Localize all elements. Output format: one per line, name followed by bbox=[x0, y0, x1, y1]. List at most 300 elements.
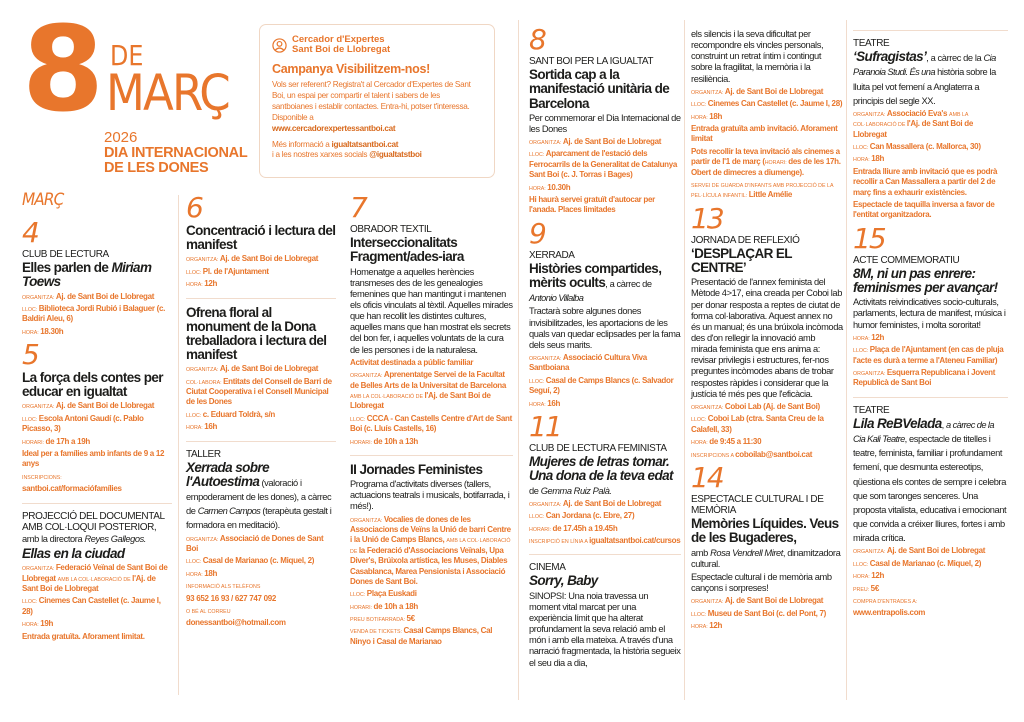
column-2 bbox=[186, 190, 336, 629]
info-value: 5€ bbox=[406, 614, 415, 624]
event-info-line bbox=[691, 99, 843, 109]
event-title-note: , a càrrec de bbox=[605, 279, 652, 290]
info-label: ORGANITZA: bbox=[186, 257, 220, 264]
event-title-text: ‘DESPLAÇAR EL CENTRE’ bbox=[691, 245, 792, 276]
info-value: de 10h a 13h bbox=[373, 436, 418, 446]
info-label: LLOC: bbox=[691, 417, 708, 424]
event-item bbox=[22, 338, 172, 494]
column-divider bbox=[518, 20, 519, 700]
event-info-line bbox=[186, 581, 336, 591]
info-value: 18h bbox=[871, 154, 885, 164]
info-value: Entitats del Consell de Barri de Ciutat Cooperativa i el Consell Municipal de les Dones bbox=[186, 376, 332, 407]
event-info-line bbox=[691, 112, 843, 122]
event-item bbox=[186, 449, 336, 629]
event-description bbox=[529, 591, 681, 669]
event-category: CLUB DE LECTURA FEMINISTA bbox=[529, 443, 667, 455]
info-label: COMPRA D'ENTRADES A: bbox=[853, 599, 918, 606]
event-info-line bbox=[350, 626, 513, 647]
info-label: AMB LA COL·LABORACIÓ DE bbox=[350, 393, 425, 400]
event-info-line bbox=[22, 437, 172, 447]
info-label: ORGANITZA: bbox=[853, 111, 887, 118]
description-text: Programa d'activitats diverses (tallers, actuacions teatrals i musicals, botifarrada, i més!). bbox=[350, 479, 510, 512]
event-info-line bbox=[186, 267, 336, 277]
info-value: de 17.45h a 19.45h bbox=[552, 523, 618, 533]
event-info-line bbox=[691, 414, 843, 435]
info-label: HORA: bbox=[853, 574, 872, 581]
event-info-line bbox=[853, 167, 1008, 198]
event-info-line bbox=[691, 437, 843, 447]
event-info-line bbox=[22, 292, 172, 302]
event-info-line bbox=[350, 437, 513, 447]
section-divider bbox=[350, 455, 513, 456]
info-value: de 9:45 a 11:30 bbox=[709, 437, 762, 447]
info-value: 16h bbox=[204, 422, 218, 432]
info-label: SERVEI DE GUARDA D'INFANTS AMB PROJECCIÓ DE LA PEL·LÍCULA INFANTIL: bbox=[691, 182, 834, 200]
event-info-line bbox=[350, 602, 513, 612]
event-item bbox=[350, 191, 513, 447]
event-title bbox=[22, 261, 172, 289]
info-label: HORARI: bbox=[764, 160, 789, 167]
info-label: ORGANITZA: bbox=[350, 517, 384, 524]
event-description bbox=[853, 297, 1008, 330]
event-info-line bbox=[22, 401, 172, 411]
subtitle-line: DIA INTERNACIONAL bbox=[104, 145, 248, 161]
info-value: 12h bbox=[871, 571, 885, 581]
info-label: ORGANITZA: bbox=[350, 373, 384, 380]
event-description bbox=[22, 534, 172, 545]
event-item bbox=[529, 216, 681, 409]
info-link[interactable]: www.entrapolis.com bbox=[853, 608, 926, 618]
info-label: HORA: bbox=[529, 401, 548, 408]
info-label: ORGANITZA: bbox=[22, 294, 56, 301]
column-6 bbox=[853, 22, 1008, 619]
event-info-line bbox=[853, 333, 1008, 343]
info-label: HORARI: bbox=[529, 526, 553, 533]
info-label: ORGANITZA: bbox=[22, 404, 56, 411]
event-title-text: La força dels contes per educar en igualtat bbox=[22, 370, 163, 400]
event-title-text: Sortida cap a la manifestació unitària de Barcelona bbox=[529, 67, 670, 111]
info-value: Aj. de Sant Boi de Llobregat bbox=[886, 546, 986, 556]
subtitle-line: DE LES DONES bbox=[104, 160, 209, 177]
promo-box bbox=[259, 24, 495, 178]
info-label: LLOC: bbox=[350, 416, 367, 423]
description-text: SINOPSI: Una noia travessa un moment vital marcat per una experiència límit que ha alterat profundament la seva relació amb el món i amb ella mateixa. A través d'una narració fragmentada, la història segueix el seu dia a dia, bbox=[529, 590, 681, 668]
event-title-text: ‘Sufragistas’ bbox=[853, 49, 927, 65]
info-label: ORGANITZA: bbox=[529, 140, 563, 147]
event-info-line bbox=[186, 377, 336, 408]
social-handle-link[interactable]: @igualtatstboi bbox=[369, 150, 422, 160]
info-value: 93 652 16 93 / 627 747 092 bbox=[186, 593, 277, 603]
event-description bbox=[529, 486, 681, 497]
event-info-line bbox=[529, 149, 681, 180]
info-value: l'Aj. de Sant Boi de Llobregat bbox=[853, 119, 974, 139]
event-info-line bbox=[22, 327, 172, 337]
event-title-note: història sobre la lluita pel vot femení a Anglaterra a principis del segle XX. bbox=[853, 67, 996, 106]
event-title bbox=[853, 50, 1008, 107]
info-value: Little Amélie bbox=[748, 190, 793, 200]
promo-org: Cercador d'Expertes bbox=[292, 34, 385, 45]
event-description bbox=[529, 113, 681, 135]
info-label: COL·LABORA: bbox=[186, 379, 224, 386]
info-label: INSCRIPCIONS A bbox=[691, 452, 736, 459]
info-value: 18h bbox=[709, 111, 723, 121]
info-value: 10.30h bbox=[547, 182, 571, 192]
event-info-line bbox=[691, 124, 843, 145]
event-info-line bbox=[22, 619, 172, 629]
event-info-line bbox=[22, 304, 172, 325]
event-category: OBRADOR TEXTIL bbox=[350, 224, 432, 235]
event-description bbox=[350, 267, 513, 356]
info-value: Escola Antoni Gaudí (c. Pablo Picasso, 3) bbox=[22, 413, 144, 434]
info-label: HORA: bbox=[186, 282, 205, 289]
info-value: Associació Eva's bbox=[886, 108, 950, 118]
event-title-text: Memòries Líquides. Veus de les Bugaderes, bbox=[691, 516, 839, 546]
info-label: LLOC: bbox=[853, 348, 870, 355]
event-day: 13 bbox=[691, 201, 723, 235]
event-description bbox=[350, 479, 513, 512]
info-value: Espectacle de taquilla inversa a favor de l'entitat organitzadora. bbox=[853, 200, 995, 220]
event-title bbox=[853, 267, 1008, 295]
event-title-text: Sorry, Baby bbox=[529, 573, 598, 589]
info-label: HORARI: bbox=[350, 604, 374, 611]
event-description bbox=[529, 306, 681, 351]
info-value: Entrada gratuïta. Aforament limitat. bbox=[22, 631, 145, 641]
event-day: 15 bbox=[853, 221, 885, 255]
info-label: HORA: bbox=[691, 440, 710, 447]
info-value: Aj. de Sant Boi de Llobregat bbox=[724, 86, 824, 96]
info-value: 19h bbox=[40, 619, 54, 629]
event-day: 14 bbox=[691, 460, 723, 494]
info-value: des de les 17h. Obert de dimecres a diumenge). bbox=[691, 157, 841, 177]
info-value: CCCA - Can Castells Centre d'Art de Sant Boi (c. Lluís Castells, 16) bbox=[350, 413, 512, 434]
info-label: LLOC: bbox=[529, 152, 546, 159]
event-info-line bbox=[186, 556, 336, 566]
info-value: 12h bbox=[204, 279, 218, 289]
event-category: TEATRE bbox=[853, 38, 890, 49]
info-label: HORARI: bbox=[22, 439, 46, 446]
info-label: HORA: bbox=[853, 157, 872, 164]
event-info-line bbox=[186, 606, 336, 616]
event-category: TALLER bbox=[186, 448, 221, 460]
event-item bbox=[853, 38, 1008, 221]
promo-heading: Campanya Visibilitzem-nos! bbox=[272, 61, 430, 76]
info-label: LLOC: bbox=[529, 378, 546, 385]
info-label: LLOC: bbox=[350, 592, 367, 599]
event-description bbox=[691, 572, 843, 594]
info-label: ORGANITZA: bbox=[853, 549, 887, 556]
event-title-note: (terapèuta gestalt i formadora en meditació). bbox=[186, 506, 332, 531]
event-info-line bbox=[186, 279, 336, 289]
event-title-note: (valoració i empoderament de les dones), a càrrec de bbox=[186, 477, 332, 517]
social-text: i a les nostres xarxes socials bbox=[272, 150, 370, 160]
event-info-line bbox=[350, 515, 513, 588]
promo-org-city: Sant Boi de Llobregat bbox=[292, 44, 391, 56]
logo-year: 2026 bbox=[104, 129, 138, 146]
more-info-link[interactable]: igualtatsantboi.cat bbox=[331, 139, 399, 149]
event-item bbox=[529, 23, 681, 216]
info-value: 12h bbox=[709, 621, 723, 631]
event-title-text: Històries compartides, mèrits ocults bbox=[529, 260, 662, 291]
event-title bbox=[186, 224, 336, 252]
info-link[interactable]: donessantboi@hotmail.com bbox=[186, 618, 286, 628]
info-value: Associació de Dones de Sant Boi bbox=[186, 533, 324, 553]
event-day: 9 bbox=[529, 216, 545, 250]
event-description bbox=[691, 29, 843, 85]
event-info-line bbox=[22, 632, 172, 642]
info-value: 18.30h bbox=[40, 326, 64, 336]
event-description bbox=[691, 277, 843, 400]
info-label: HORA: bbox=[853, 335, 872, 342]
event-info-line bbox=[853, 345, 1008, 366]
event-info-line bbox=[691, 450, 843, 460]
info-value: Can Massallera (c. Mallorca, 30) bbox=[869, 142, 981, 152]
event-info-line bbox=[22, 449, 172, 470]
info-value: Entrada gratuïta amb invitació. Aforament limitat bbox=[691, 123, 838, 144]
info-link[interactable]: coboilab@santboi.cat bbox=[735, 449, 813, 459]
event-title bbox=[350, 236, 513, 264]
info-label: ORGANITZA: bbox=[186, 367, 220, 374]
info-value: 12h bbox=[871, 332, 885, 342]
event-info-line bbox=[691, 402, 843, 412]
event-title bbox=[186, 306, 336, 363]
event-category: CLUB DE LECTURA bbox=[22, 249, 109, 260]
event-title-note: , bbox=[941, 419, 947, 430]
promo-url[interactable]: www.cercadorexpertessantboi.cat bbox=[272, 123, 396, 133]
event-title-text: II Jornades Feministes bbox=[350, 461, 483, 477]
event-info-line bbox=[853, 154, 1008, 164]
event-info-line bbox=[691, 621, 843, 631]
info-value: Casal de Marianao (c. Miquel, 2) bbox=[869, 558, 982, 568]
info-value: c. Eduard Toldrà, s/n bbox=[202, 409, 276, 419]
info-value: Pots recollir la teva invitació als cinemes a partir de l'1 de març ( bbox=[691, 146, 840, 167]
event-info-line bbox=[529, 511, 681, 521]
info-value: Plaça de l'Ajuntament (en cas de pluja l'acte es durà a terme a l'Ateneu Familiar) bbox=[853, 345, 1004, 365]
event-title bbox=[853, 417, 1008, 545]
event-day: 4 bbox=[22, 216, 38, 249]
event-title-text: Lila ReBVelada bbox=[853, 415, 942, 431]
info-label: PREU BOTIFARRADA: bbox=[350, 617, 407, 624]
info-value: Esquerra Republicana i Jovent Republicà de Sant Boi bbox=[853, 367, 996, 388]
event-day: 11 bbox=[529, 410, 561, 444]
event-item bbox=[186, 191, 336, 290]
description-text: Espectacle cultural i de memòria amb cançons i sorpreses! bbox=[691, 571, 832, 594]
event-category: ESPECTACLE CULTURAL I DE MEMÒRIA bbox=[691, 493, 824, 517]
event-day: 6 bbox=[186, 191, 202, 224]
description-text: Gemma Ruiz Palà. bbox=[540, 485, 612, 496]
event-info-line bbox=[529, 195, 681, 216]
event-info-line bbox=[529, 536, 681, 546]
info-label: AMB LA COL·LABORACIÓ DE bbox=[57, 576, 133, 583]
user-circle-icon bbox=[272, 38, 287, 53]
event-info-line bbox=[691, 596, 843, 606]
event-item bbox=[691, 460, 843, 632]
column-5 bbox=[691, 28, 843, 631]
event-info-line bbox=[22, 484, 172, 494]
event-info-line bbox=[186, 618, 336, 628]
more-info-text: Més informació a bbox=[272, 139, 332, 149]
info-value: Coboi Lab (Aj. de Sant Boi) bbox=[724, 401, 820, 411]
info-label: LLOC: bbox=[853, 145, 870, 152]
event-info-line bbox=[22, 472, 172, 482]
section-divider bbox=[186, 441, 336, 442]
info-label: LLOC: bbox=[691, 102, 708, 109]
event-title-note: a càrrec de la Cia Kali Teatre bbox=[853, 419, 994, 445]
event-info-line bbox=[853, 608, 1008, 618]
info-value: l'Aj. de Sant Boi de Llobregat bbox=[350, 390, 491, 411]
logo-number: 8 bbox=[22, 0, 101, 138]
info-label: LLOC: bbox=[22, 599, 39, 606]
promo-header bbox=[272, 35, 482, 56]
info-value: Coboi Lab (ctra. Santa Creu de la Calafell, 33) bbox=[691, 414, 824, 434]
info-value: Aj. de Sant Boi de Llobregat bbox=[724, 596, 824, 606]
info-value: Museu de Sant Boi (c. del Pont, 7) bbox=[707, 608, 827, 618]
event-info-line bbox=[853, 559, 1008, 569]
event-category: JORNADA DE REFLEXIÓ bbox=[691, 234, 800, 246]
info-value: de 17h a 19h bbox=[45, 436, 90, 446]
event-info-line bbox=[529, 183, 681, 193]
info-label: ORGANITZA: bbox=[22, 566, 56, 573]
event-info-line bbox=[691, 87, 843, 97]
info-label: HORA: bbox=[691, 114, 710, 121]
description-text: amb la directora bbox=[22, 533, 85, 544]
info-value: Biblioteca Jordi Rubió i Balaguer (c. Baldiri Aleu, 6) bbox=[22, 303, 166, 324]
event-info-line bbox=[186, 410, 336, 420]
info-label: LLOC: bbox=[186, 559, 203, 566]
info-value: Entrada lliure amb invitació que es podrà recollir a Can Massallera a partir del 2 de març fins a exhaurir existències. bbox=[853, 166, 998, 197]
event-day: 8 bbox=[529, 23, 545, 56]
event-category: XERRADA bbox=[529, 249, 575, 261]
event-title-text: Elles parlen de bbox=[22, 260, 112, 276]
info-value: Federació Veïnal de Sant Boi de Llobregat bbox=[22, 563, 168, 583]
column-divider bbox=[846, 20, 847, 700]
info-label: HORA: bbox=[186, 425, 205, 432]
event-title bbox=[529, 455, 681, 483]
event-title-note: Carmen Campos bbox=[197, 506, 261, 517]
event-info-line bbox=[529, 399, 681, 409]
event-info-line bbox=[691, 180, 843, 201]
event-item bbox=[529, 410, 681, 546]
info-label: INFORMACIÓ ALS TELÈFONS bbox=[186, 584, 261, 591]
info-value: de 10h a 18h bbox=[373, 601, 418, 611]
event-title-note: Cia Paranoia Studi. És una bbox=[853, 53, 996, 78]
event-info-line bbox=[529, 499, 681, 509]
event-item bbox=[22, 216, 172, 337]
info-label: HORA: bbox=[691, 624, 710, 631]
description-text: Reyes Gallegos. bbox=[84, 533, 146, 544]
info-value: Casal de Marianao (c. Miquel, 2) bbox=[202, 556, 315, 566]
info-link[interactable]: santboi.cat/formaciófamílies bbox=[22, 484, 122, 494]
event-title-note: Antonio Villalba bbox=[529, 293, 584, 304]
event-title-text: Interseccionalitats Fragment/ades-iara bbox=[350, 235, 464, 265]
description-text: Activitats reivindicatives socio-culturals, parlaments, lectura de manifest, música i humor feministes, i molta sororitat! bbox=[853, 297, 1006, 330]
description-text: , dinamitzadora cultural. bbox=[691, 547, 841, 569]
event-info-line bbox=[350, 370, 513, 412]
info-label: ORGANITZA: bbox=[186, 536, 220, 543]
event-info-line bbox=[529, 353, 681, 374]
event-info-line bbox=[350, 589, 513, 599]
info-value: Cinemes Can Castellet (c. Jaume I, 28) bbox=[707, 99, 843, 109]
event-title-note: , espectacle de titelles i teatre, feminista, familiar i profundament femení, que desmunta estereotips, qüestiona els contes de sempre i celebra que som taronges senceres. Una proposta vitalista, educativa i emocionant que convida a créixer lliures, fortes i amb mirada crítica. bbox=[853, 434, 1007, 544]
info-label: AMB LA COL·LABORACIÓ DE bbox=[853, 111, 969, 129]
event-info-line bbox=[22, 414, 172, 435]
info-label: AMB LA COL·LABORACIÓ DE bbox=[350, 538, 511, 555]
info-value: Pl. de l'Ajuntament bbox=[202, 266, 269, 276]
description-text: amb bbox=[691, 547, 711, 558]
event-info-line bbox=[350, 614, 513, 624]
event-info-line bbox=[350, 414, 513, 435]
promo-text: Vols ser referent? Registra't al Cercador d'Expertes de Sant Boi, un espai per compartir el talent i sabers de les santboianes i establir contactes. Entra-hi, potser t'interessa. Disponible a bbox=[272, 80, 471, 122]
event-title bbox=[691, 517, 843, 545]
event-title bbox=[529, 574, 681, 588]
event-info-line bbox=[186, 534, 336, 555]
description-text: Per commemorar el Dia Internacional de les Dones bbox=[529, 112, 681, 134]
info-label: ORGANITZA: bbox=[691, 599, 725, 606]
info-label: LLOC: bbox=[186, 412, 203, 419]
event-info-line bbox=[22, 563, 172, 594]
event-title-text: Concentració i lectura del manifest bbox=[186, 223, 336, 253]
info-label: INSCRIPCIONS: bbox=[22, 474, 62, 481]
info-value: Associació Cultura Viva Santboiana bbox=[529, 353, 647, 373]
info-value: la Federació d'Associacions Veïnals, Upa Diver's, Brúixola artística, les Muses, Diables Casablanca, Marea Pensionista i Associació Dones de Sant Boi. bbox=[350, 545, 508, 586]
event-category: CINEMA bbox=[529, 562, 566, 574]
logo-de: DE bbox=[110, 39, 144, 72]
event-info-line bbox=[186, 254, 336, 264]
column-divider bbox=[684, 20, 685, 700]
info-value: Aprenentatge Servei de la Facultat de Belles Arts de la Universitat de Barcelona bbox=[350, 370, 507, 390]
event-info-line bbox=[853, 546, 1008, 556]
info-link[interactable]: igualtatsantboi.cat/cursos bbox=[589, 535, 681, 545]
event-day: 7 bbox=[350, 191, 366, 224]
info-label: ORGANITZA: bbox=[853, 370, 887, 377]
info-value: 5€ bbox=[870, 583, 879, 593]
description-text: Presentació de l'annex feminista del Mètode 4>17, eina creada per Coboi lab per donar resposta a reptes de ciutat de forma col·laborativa. Aquest annex no és un manual; és una brúixola incòmoda des d'on rellegir la innovació amb mirada feminista que ens anima a: revisar privilegis i estructures, fer-nos preguntes incòmodes abans de trobar respostes ràpides i considerar que la justícia té més pes que l'eficàcia. bbox=[691, 277, 843, 399]
info-value: Casal de Camps Blancs (c. Salvador Seguí, 2) bbox=[529, 375, 674, 396]
logo-subtitle bbox=[104, 146, 274, 176]
event-category: TEATRE bbox=[853, 404, 890, 416]
description-text: els silencis i la seva dificultat per recompondre els vincles personals, construint un retrat íntim i contingut sobre la fragilitat, la memòria i la resiliència. bbox=[691, 29, 824, 84]
info-value: Aparcament de l'estació dels Ferrocarrils de la Generalitat de Catalunya Sant Boi (c. J. Torras i Bages) bbox=[529, 149, 678, 180]
info-label: PREU: bbox=[853, 586, 871, 593]
info-value: l'Aj. de Sant Boi de Llobregat bbox=[22, 573, 156, 594]
info-value: Aj. de Sant Boi de Llobregat bbox=[55, 291, 155, 301]
info-value: 16h bbox=[547, 398, 561, 408]
event-info-line bbox=[853, 584, 1008, 594]
logo-month: MARÇ bbox=[106, 64, 229, 122]
event-title-text: Miriam Toews bbox=[22, 260, 152, 290]
info-label: LLOC: bbox=[691, 611, 708, 618]
event-title-text: Mujeres de letras tomar. Una dona de la teva edat bbox=[529, 454, 673, 484]
info-label: HORA: bbox=[186, 571, 205, 578]
info-value: Plaça Euskadi bbox=[366, 589, 417, 599]
event-title-text: Xerrada sobre l'Autoestima bbox=[186, 459, 269, 489]
event-category: PROJECCIÓ DEL DOCUMENTAL AMB COL·LOQUI POSTERIOR, bbox=[22, 510, 165, 533]
column-4 bbox=[529, 22, 681, 671]
info-label: O BÉ AL CORREU bbox=[186, 608, 231, 615]
info-value: Can Jordana (c. Ebre, 27) bbox=[545, 511, 635, 521]
event-title-note: , a càrrec de la bbox=[926, 53, 984, 64]
section-divider bbox=[186, 298, 336, 299]
event-info-line bbox=[186, 569, 336, 579]
description-text: Tractarà sobre algunes dones invisibilitzades, les aportacions de les quals van quedar eclipsades per la fama dels seus marits. bbox=[529, 306, 681, 350]
event-item bbox=[691, 201, 843, 460]
info-value: Casal Camps Blancs, Cal Ninyo i Casal de Marianao bbox=[350, 626, 493, 646]
description-text: Homenatge a aquelles herències transmeses des de les genealogies femenines que han mantingut i mantenen els oficis vinculats al tèxtil. Aquelles mirades que han recollit les distintes cultures, aquelles mans que han mostrat els secrets del bon fer, i aquelles voluntats de la cura de les persones i de la naturalesa. bbox=[350, 266, 513, 355]
event-info-line bbox=[853, 571, 1008, 581]
info-label: LLOC: bbox=[186, 269, 203, 276]
event-title bbox=[22, 547, 172, 561]
event-title-text: Ofrena floral al monument de la Dona treballadora i lectura del manifest bbox=[186, 304, 327, 363]
section-divider bbox=[853, 397, 1008, 398]
